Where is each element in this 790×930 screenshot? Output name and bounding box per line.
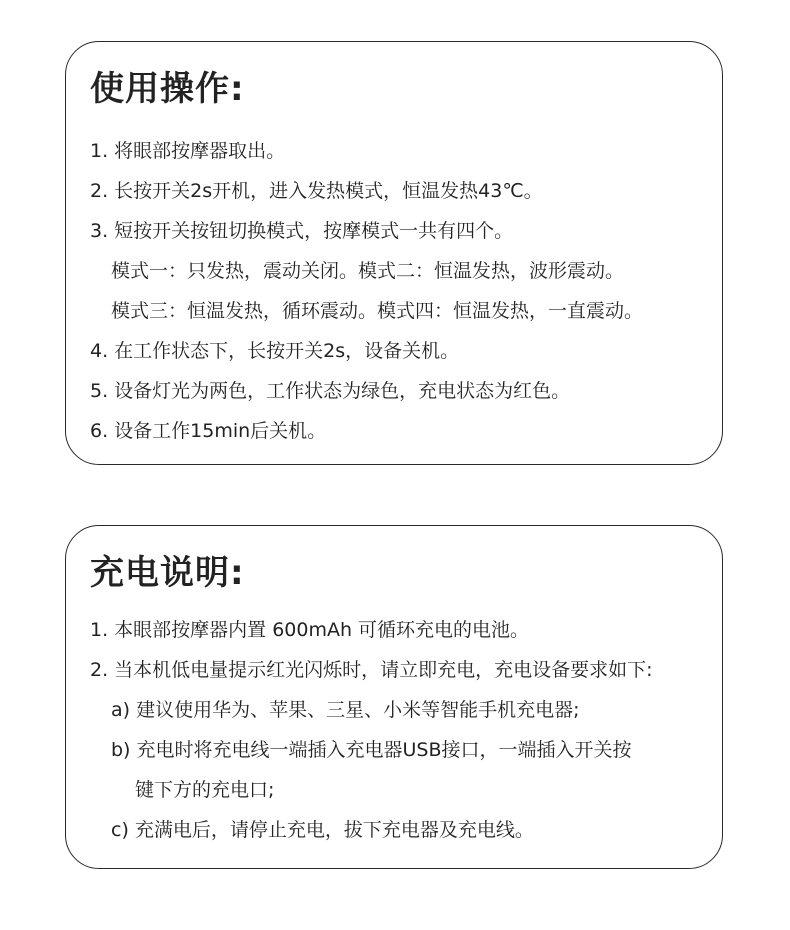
operation-card [65, 41, 723, 465]
operation-step-2: 2. 长按开关2s开机，进入发热模式，恒温发热43℃。 [90, 180, 543, 202]
charging-step-2: 2. 当本机低电量提示红光闪烁时，请立即充电，充电设备要求如下: [90, 659, 653, 681]
charging-card [65, 525, 723, 869]
charging-step-1: 1. 本眼部按摩器内置 600mAh 可循环充电的电池。 [90, 619, 530, 641]
charging-title: 充电说明: [90, 553, 245, 593]
charging-sub-b-cont: 键下方的充电口; [135, 779, 275, 801]
operation-mode-line-1: 模式一：只发热，震动关闭。模式二：恒温发热，波形震动。 [111, 260, 625, 282]
operation-step-4: 4. 在工作状态下，长按开关2s，设备关机。 [90, 340, 460, 362]
charging-sub-b: b) 充电时将充电线一端插入充电器USB接口，一端插入开关按 [111, 739, 632, 761]
operation-step-5: 5. 设备灯光为两色，工作状态为绿色，充电状态为红色。 [90, 380, 571, 402]
operation-mode-line-2: 模式三：恒温发热，循环震动。模式四：恒温发热，一直震动。 [111, 300, 644, 322]
charging-list [90, 610, 715, 850]
charging-sub-c: c) 充满电后，请停止充电，拔下充电器及充电线。 [111, 819, 534, 841]
operation-step-3: 3. 短按开关按钮切换模式，按摩模式一共有四个。 [90, 220, 514, 242]
charging-sub-a: a) 建议使用华为、苹果、三星、小米等智能手机充电器; [111, 699, 580, 721]
operation-title: 使用操作: [90, 69, 245, 109]
operation-step-1: 1. 将眼部按摩器取出。 [90, 140, 286, 162]
operation-step-6: 6. 设备工作15min后关机。 [90, 420, 327, 442]
operation-list [90, 131, 715, 451]
